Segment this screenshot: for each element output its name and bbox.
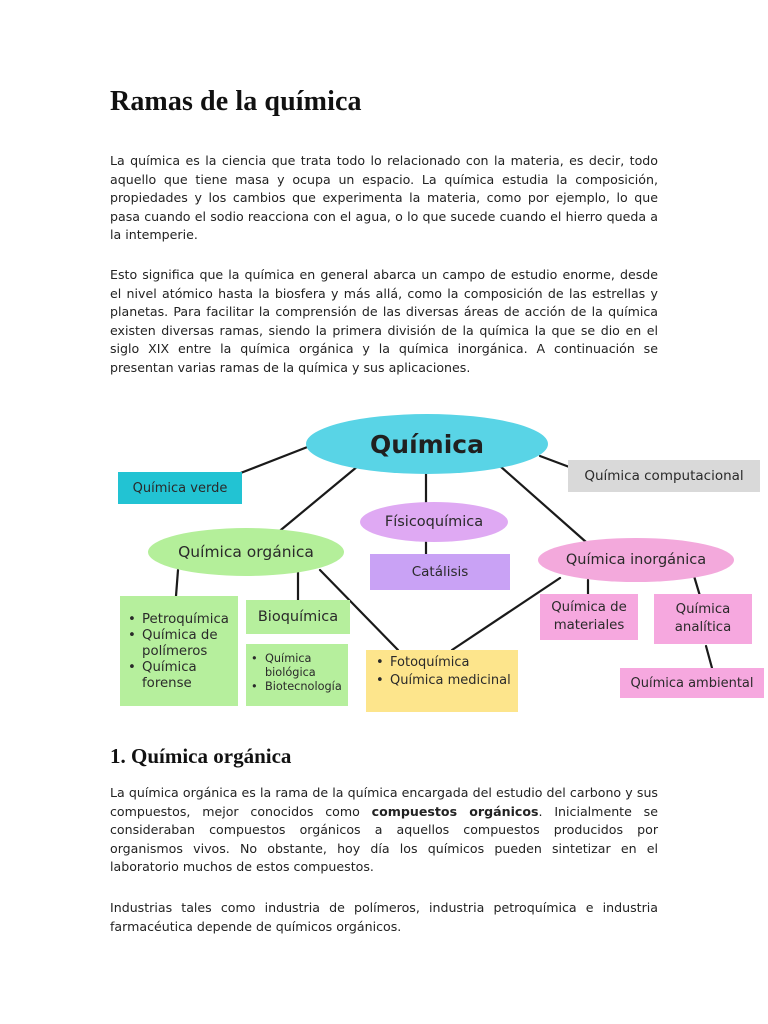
quimica-organica-label: Química orgánica [178, 543, 314, 561]
list-item: • Biotecnología [251, 680, 344, 694]
intro-paragraph-2: Esto significa que la química en general abarca un campo de estudio enorme, desde el nivel atómico hasta la biosfera y más allá, como la composición de las estrellas y planetas. Para facilitar la comprensión de las diversas áreas de acción de la química existen diversas ramas, siendo la primera división de la química la que se dio en el siglo XIX entre la química orgánica y la química inorgánica. A continuación se presentan varias ramas de la química y sus aplicaciones. [110, 267, 658, 375]
section-paragraph-1 [110, 784, 658, 877]
mixed-list-box [366, 650, 518, 712]
page-title: Ramas de la química [110, 86, 362, 117]
quimica-inorganica-label: Química inorgánica [565, 552, 707, 568]
connector-organica-list [176, 570, 178, 596]
section-paragraph-1-text-end: . Inicialmente se consideraban compuestos orgánicos a aquellos compuestos producidos por organismos vivos. No obstante, hoy día los químicos pueden sintetizar en el laboratorio muchos de estos compuestos. [110, 803, 658, 875]
quimica-verde-box [118, 472, 242, 504]
organica-list [128, 612, 232, 692]
quimica-analitica-box [654, 594, 752, 644]
connector-root-verde [238, 446, 310, 474]
intro-paragraph-1: La química es la ciencia que trata todo lo relacionado con la materia, es decir, todo aquello que tiene masa y ocupa un espacio. La química estudia la composición, propiedades y los cambios que experimenta la materia, como por ejemplo, lo que pasa cuando el sodio reacciona con el agua, o lo que sucede cuando el hierro queda a la intemperie. [110, 153, 658, 243]
quimica-computacional-box [568, 460, 760, 492]
list-item: • Petroquímica [128, 612, 232, 628]
connector-analitica-ambiental [706, 646, 712, 668]
list-item: • Química forense [128, 660, 232, 692]
bold-term: compuestos orgánicos [371, 803, 539, 819]
list-item: • Química medicinal [376, 672, 511, 690]
quimica-computacional-label: Química computacional [584, 468, 744, 484]
quimica-materiales-box [540, 594, 638, 640]
connector-root-organica [276, 466, 358, 534]
bioquimica-list-box [246, 644, 348, 706]
bioquimica-box [246, 600, 350, 634]
branches-diagram [108, 404, 768, 720]
fisicoquimica-node [360, 502, 508, 542]
catalisis-box [370, 554, 510, 590]
quimica-verde-label: Química verde [132, 480, 228, 496]
list-item: • Química biológica [251, 652, 344, 680]
section-heading: 1. Química orgánica [110, 744, 292, 768]
list-item: • Química de polímeros [128, 628, 232, 660]
quimica-analitica-label: Química analítica [674, 602, 732, 635]
bioquimica-label: Bioquímica [257, 609, 339, 625]
section-paragraph-1-text: La química orgánica es la rama de la química encargada del estudio del carbono y sus compuestos, mejor conocidos como [110, 785, 658, 819]
root-label: Química [370, 429, 484, 459]
mixed-list [376, 654, 511, 690]
list-item: • Fotoquímica [376, 654, 511, 672]
quimica-materiales-label: Química de materiales [551, 600, 627, 633]
organica-list-box [120, 596, 238, 706]
section-paragraph-2: Industrias tales como industria de polímeros, industria petroquímica e industria farmacéutica depende de químicos orgánicos. [110, 900, 658, 934]
catalisis-label: Catálisis [411, 564, 469, 580]
bioquimica-list [251, 652, 344, 694]
fisicoquimica-label: Físicoquímica [384, 514, 484, 530]
quimica-inorganica-node [538, 538, 734, 582]
quimica-organica-node [148, 528, 344, 576]
root-node [306, 414, 548, 474]
quimica-ambiental-box [620, 668, 764, 698]
connector-inorganica-analitica [694, 576, 700, 596]
quimica-ambiental-label: Química ambiental [630, 675, 754, 691]
